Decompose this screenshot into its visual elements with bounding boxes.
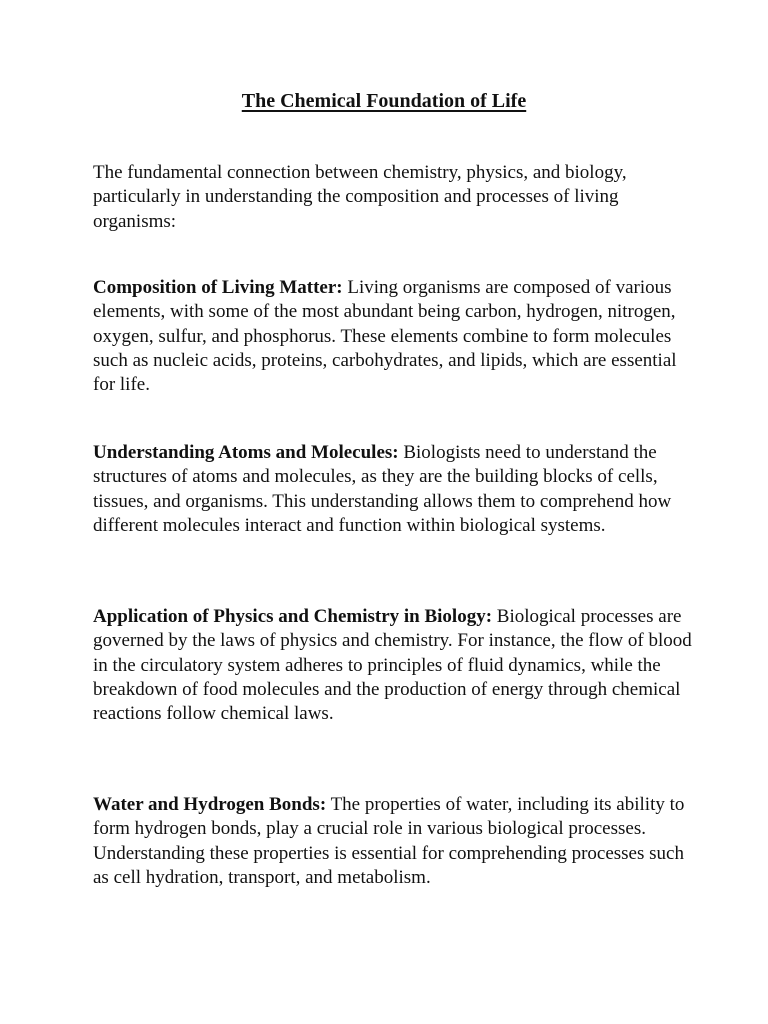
section-water-and-hydrogen-bonds <box>93 793 693 890</box>
section-body: Biologists need to understand the structures of atoms and molecules, as they are the building blocks of cells, tissues, and organisms. This understanding allows them to comprehend how different molecules interact and function within biological systems. <box>93 442 672 536</box>
section-body: Living organisms are composed of various elements, with some of the most abundant being carbon, hydrogen, nitrogen, oxygen, sulfur, and phosphorus. These elements combine to form molecules such as nucleic acids, proteins, carbohydrates, and lipids, which are essential for life. <box>93 277 677 396</box>
section-understanding-atoms-and-molecules <box>93 441 693 538</box>
section-body: Biological processes are governed by the laws of physics and chemistry. For instance, the flow of blood in the circulatory system adheres to principles of fluid dynamics, while the breakdown of food molecules and the production of energy through chemical reactions follow chemical laws. <box>93 606 692 725</box>
section-heading: Water and Hydrogen Bonds: <box>93 794 327 815</box>
section-heading: Application of Physics and Chemistry in Biology: <box>93 606 493 627</box>
intro-paragraph: The fundamental connection between chemistry, physics, and biology, particularly in understanding the composition and processes of living organisms: <box>93 162 627 232</box>
section-composition-of-living-matter <box>93 276 693 397</box>
section-body: The properties of water, including its ability to form hydrogen bonds, play a crucial role in various biological processes. Understanding these properties is essential for comprehending processes such as cell hydration, transport, and metabolism. <box>93 794 685 888</box>
section-application-of-physics-and-chemistry <box>93 605 693 726</box>
section-heading: Composition of Living Matter: <box>93 277 343 298</box>
page-title: The Chemical Foundation of Life <box>241 90 527 112</box>
section-heading: Understanding Atoms and Molecules: <box>93 442 399 463</box>
